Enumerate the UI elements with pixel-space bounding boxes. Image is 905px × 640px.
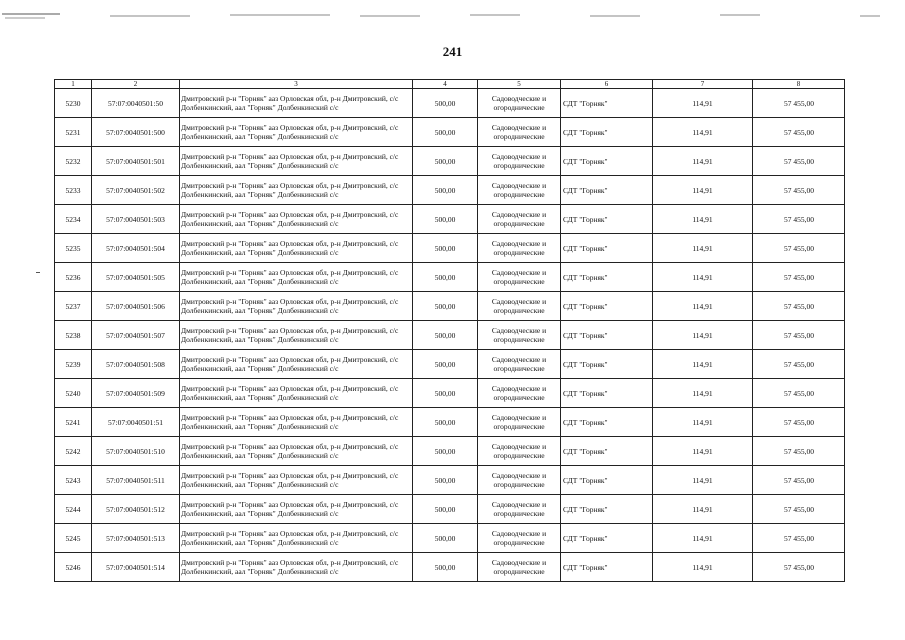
owner-name: СДТ "Горняк" — [561, 147, 653, 176]
permitted-use: Садоводческие и огороднические — [478, 408, 561, 437]
scan-artifact-strip — [0, 10, 905, 24]
cadastral-number: 57:07:0040501:500 — [92, 118, 180, 147]
parcel-address: Дмитровский р-н "Горняк" ааз Орловская обл, р-н Дмитровский, с/с Долбенкинский, аал "Горняк" Долбенкинский с/с — [180, 553, 413, 582]
page-number: 241 — [442, 44, 463, 59]
permitted-use: Садоводческие и огороднические — [478, 350, 561, 379]
cadastral-number: 57:07:0040501:506 — [92, 292, 180, 321]
row-number: 5232 — [55, 147, 92, 176]
permitted-use: Садоводческие и огороднические — [478, 495, 561, 524]
cadastral-number: 57:07:0040501:505 — [92, 263, 180, 292]
column-number-7: 7 — [653, 80, 753, 89]
table-header — [55, 80, 845, 89]
row-number: 5243 — [55, 466, 92, 495]
row-number: 5233 — [55, 176, 92, 205]
permitted-use: Садоводческие и огороднические — [478, 553, 561, 582]
table-row — [55, 176, 845, 205]
parcel-address: Дмитровский р-н "Горняк" ааз Орловская обл, р-н Дмитровский, с/с Долбенкинский, аал "Горняк" Долбенкинский с/с — [180, 147, 413, 176]
permitted-use: Садоводческие и огороднические — [478, 205, 561, 234]
cadastral-number: 57:07:0040501:511 — [92, 466, 180, 495]
table-row — [55, 437, 845, 466]
row-number: 5236 — [55, 263, 92, 292]
parcel-area: 500,00 — [413, 379, 478, 408]
cadastral-rate: 114,91 — [653, 437, 753, 466]
parcel-address: Дмитровский р-н "Горняк" ааз Орловская обл, р-н Дмитровский, с/с Долбенкинский, аал "Горняк" Долбенкинский с/с — [180, 437, 413, 466]
cadastral-rate: 114,91 — [653, 176, 753, 205]
cadastral-value: 57 455,00 — [753, 176, 845, 205]
cadastral-rate: 114,91 — [653, 321, 753, 350]
margin-mark — [36, 272, 40, 273]
cadastral-number: 57:07:0040501:513 — [92, 524, 180, 553]
cadastral-value: 57 455,00 — [753, 350, 845, 379]
cadastral-rate: 114,91 — [653, 263, 753, 292]
parcel-area: 500,00 — [413, 524, 478, 553]
column-number-row — [55, 80, 845, 89]
table-row — [55, 524, 845, 553]
cadastral-value: 57 455,00 — [753, 553, 845, 582]
table-row — [55, 234, 845, 263]
owner-name: СДТ "Горняк" — [561, 553, 653, 582]
parcel-area: 500,00 — [413, 263, 478, 292]
row-number: 5245 — [55, 524, 92, 553]
cadastral-number: 57:07:0040501:510 — [92, 437, 180, 466]
table-row — [55, 321, 845, 350]
owner-name: СДТ "Горняк" — [561, 321, 653, 350]
parcel-area: 500,00 — [413, 118, 478, 147]
parcel-area: 500,00 — [413, 176, 478, 205]
cadastral-rate: 114,91 — [653, 466, 753, 495]
parcel-address: Дмитровский р-н "Горняк" ааз Орловская обл, р-н Дмитровский, с/с Долбенкинский, аал "Горняк" Долбенкинский с/с — [180, 350, 413, 379]
permitted-use: Садоводческие и огороднические — [478, 437, 561, 466]
parcel-area: 500,00 — [413, 466, 478, 495]
column-number-2: 2 — [92, 80, 180, 89]
cadastral-rate: 114,91 — [653, 118, 753, 147]
parcel-address: Дмитровский р-н "Горняк" ааз Орловская обл, р-н Дмитровский, с/с Долбенкинский, аал "Горняк" Долбенкинский с/с — [180, 466, 413, 495]
row-number: 5237 — [55, 292, 92, 321]
cadastral-rate: 114,91 — [653, 379, 753, 408]
owner-name: СДТ "Горняк" — [561, 176, 653, 205]
cadastral-number: 57:07:0040501:50 — [92, 89, 180, 118]
parcel-address: Дмитровский р-н "Горняк" ааз Орловская обл, р-н Дмитровский, с/с Долбенкинский, аал "Горняк" Долбенкинский с/с — [180, 321, 413, 350]
table-row — [55, 350, 845, 379]
cadastral-number: 57:07:0040501:503 — [92, 205, 180, 234]
row-number: 5246 — [55, 553, 92, 582]
permitted-use: Садоводческие и огороднические — [478, 176, 561, 205]
cadastral-number: 57:07:0040501:508 — [92, 350, 180, 379]
table-row — [55, 379, 845, 408]
owner-name: СДТ "Горняк" — [561, 408, 653, 437]
cadastral-number: 57:07:0040501:512 — [92, 495, 180, 524]
land-parcels-table-container — [54, 79, 844, 582]
table-row — [55, 495, 845, 524]
table-row — [55, 147, 845, 176]
cadastral-value: 57 455,00 — [753, 495, 845, 524]
table-row — [55, 466, 845, 495]
table-row — [55, 89, 845, 118]
parcel-address: Дмитровский р-н "Горняк" ааз Орловская обл, р-н Дмитровский, с/с Долбенкинский, аал "Горняк" Долбенкинский с/с — [180, 118, 413, 147]
permitted-use: Садоводческие и огороднические — [478, 321, 561, 350]
cadastral-number: 57:07:0040501:514 — [92, 553, 180, 582]
owner-name: СДТ "Горняк" — [561, 205, 653, 234]
column-number-8: 8 — [753, 80, 845, 89]
permitted-use: Садоводческие и огороднические — [478, 89, 561, 118]
table-row — [55, 118, 845, 147]
cadastral-value: 57 455,00 — [753, 263, 845, 292]
cadastral-rate: 114,91 — [653, 553, 753, 582]
table-row — [55, 205, 845, 234]
permitted-use: Садоводческие и огороднические — [478, 147, 561, 176]
parcel-address: Дмитровский р-н "Горняк" ааз Орловская обл, р-н Дмитровский, с/с Долбенкинский, аал "Горняк" Долбенкинский с/с — [180, 524, 413, 553]
cadastral-rate: 114,91 — [653, 147, 753, 176]
cadastral-value: 57 455,00 — [753, 408, 845, 437]
parcel-address: Дмитровский р-н "Горняк" ааз Орловская обл, р-н Дмитровский, с/с Долбенкинский, аал "Горняк" Долбенкинский с/с — [180, 263, 413, 292]
parcel-area: 500,00 — [413, 437, 478, 466]
cadastral-value: 57 455,00 — [753, 379, 845, 408]
cadastral-number: 57:07:0040501:501 — [92, 147, 180, 176]
table-row — [55, 408, 845, 437]
table-row — [55, 263, 845, 292]
owner-name: СДТ "Горняк" — [561, 89, 653, 118]
row-number: 5238 — [55, 321, 92, 350]
cadastral-value: 57 455,00 — [753, 118, 845, 147]
parcel-area: 500,00 — [413, 553, 478, 582]
table-row — [55, 292, 845, 321]
cadastral-value: 57 455,00 — [753, 292, 845, 321]
permitted-use: Садоводческие и огороднические — [478, 466, 561, 495]
row-number: 5240 — [55, 379, 92, 408]
cadastral-number: 57:07:0040501:509 — [92, 379, 180, 408]
parcel-area: 500,00 — [413, 495, 478, 524]
row-number: 5241 — [55, 408, 92, 437]
land-parcels-table — [54, 79, 845, 582]
permitted-use: Садоводческие и огороднические — [478, 263, 561, 292]
cadastral-value: 57 455,00 — [753, 147, 845, 176]
owner-name: СДТ "Горняк" — [561, 437, 653, 466]
owner-name: СДТ "Горняк" — [561, 118, 653, 147]
row-number: 5230 — [55, 89, 92, 118]
owner-name: СДТ "Горняк" — [561, 234, 653, 263]
cadastral-rate: 114,91 — [653, 524, 753, 553]
row-number: 5234 — [55, 205, 92, 234]
cadastral-number: 57:07:0040501:507 — [92, 321, 180, 350]
cadastral-number: 57:07:0040501:502 — [92, 176, 180, 205]
permitted-use: Садоводческие и огороднические — [478, 379, 561, 408]
permitted-use: Садоводческие и огороднические — [478, 118, 561, 147]
parcel-address: Дмитровский р-н "Горняк" ааз Орловская обл, р-н Дмитровский, с/с Долбенкинский, аал "Горняк" Долбенкинский с/с — [180, 408, 413, 437]
cadastral-number: 57:07:0040501:51 — [92, 408, 180, 437]
owner-name: СДТ "Горняк" — [561, 379, 653, 408]
cadastral-value: 57 455,00 — [753, 321, 845, 350]
parcel-area: 500,00 — [413, 321, 478, 350]
row-number: 5231 — [55, 118, 92, 147]
owner-name: СДТ "Горняк" — [561, 466, 653, 495]
cadastral-value: 57 455,00 — [753, 524, 845, 553]
parcel-area: 500,00 — [413, 205, 478, 234]
row-number: 5244 — [55, 495, 92, 524]
parcel-address: Дмитровский р-н "Горняк" ааз Орловская обл, р-н Дмитровский, с/с Долбенкинский, аал "Горняк" Долбенкинский с/с — [180, 176, 413, 205]
parcel-area: 500,00 — [413, 89, 478, 118]
cadastral-rate: 114,91 — [653, 89, 753, 118]
cadastral-rate: 114,91 — [653, 495, 753, 524]
owner-name: СДТ "Горняк" — [561, 263, 653, 292]
owner-name: СДТ "Горняк" — [561, 524, 653, 553]
column-number-4: 4 — [413, 80, 478, 89]
parcel-area: 500,00 — [413, 292, 478, 321]
row-number: 5242 — [55, 437, 92, 466]
row-number: 5239 — [55, 350, 92, 379]
owner-name: СДТ "Горняк" — [561, 350, 653, 379]
permitted-use: Садоводческие и огороднические — [478, 524, 561, 553]
owner-name: СДТ "Горняк" — [561, 292, 653, 321]
permitted-use: Садоводческие и огороднические — [478, 234, 561, 263]
cadastral-value: 57 455,00 — [753, 437, 845, 466]
parcel-address: Дмитровский р-н "Горняк" ааз Орловская обл, р-н Дмитровский, с/с Долбенкинский, аал "Горняк" Долбенкинский с/с — [180, 495, 413, 524]
parcel-area: 500,00 — [413, 350, 478, 379]
parcel-address: Дмитровский р-н "Горняк" ааз Орловская обл, р-н Дмитровский, с/с Долбенкинский, аал "Горняк" Долбенкинский с/с — [180, 205, 413, 234]
row-number: 5235 — [55, 234, 92, 263]
parcel-area: 500,00 — [413, 147, 478, 176]
cadastral-rate: 114,91 — [653, 292, 753, 321]
parcel-address: Дмитровский р-н "Горняк" ааз Орловская обл, р-н Дмитровский, с/с Долбенкинский, аал "Горняк" Долбенкинский с/с — [180, 89, 413, 118]
parcel-address: Дмитровский р-н "Горняк" ааз Орловская обл, р-н Дмитровский, с/с Долбенкинский, аал "Горняк" Долбенкинский с/с — [180, 292, 413, 321]
table-body — [55, 89, 845, 582]
parcel-address: Дмитровский р-н "Горняк" ааз Орловская обл, р-н Дмитровский, с/с Долбенкинский, аал "Горняк" Долбенкинский с/с — [180, 379, 413, 408]
column-number-5: 5 — [478, 80, 561, 89]
permitted-use: Садоводческие и огороднические — [478, 292, 561, 321]
column-number-3: 3 — [180, 80, 413, 89]
cadastral-rate: 114,91 — [653, 350, 753, 379]
cadastral-value: 57 455,00 — [753, 234, 845, 263]
column-number-1: 1 — [55, 80, 92, 89]
table-row — [55, 553, 845, 582]
cadastral-value: 57 455,00 — [753, 89, 845, 118]
owner-name: СДТ "Горняк" — [561, 495, 653, 524]
cadastral-rate: 114,91 — [653, 408, 753, 437]
cadastral-value: 57 455,00 — [753, 205, 845, 234]
parcel-address: Дмитровский р-н "Горняк" ааз Орловская обл, р-н Дмитровский, с/с Долбенкинский, аал "Горняк" Долбенкинский с/с — [180, 234, 413, 263]
parcel-area: 500,00 — [413, 234, 478, 263]
cadastral-rate: 114,91 — [653, 234, 753, 263]
cadastral-number: 57:07:0040501:504 — [92, 234, 180, 263]
column-number-6: 6 — [561, 80, 653, 89]
parcel-area: 500,00 — [413, 408, 478, 437]
cadastral-rate: 114,91 — [653, 205, 753, 234]
cadastral-value: 57 455,00 — [753, 466, 845, 495]
